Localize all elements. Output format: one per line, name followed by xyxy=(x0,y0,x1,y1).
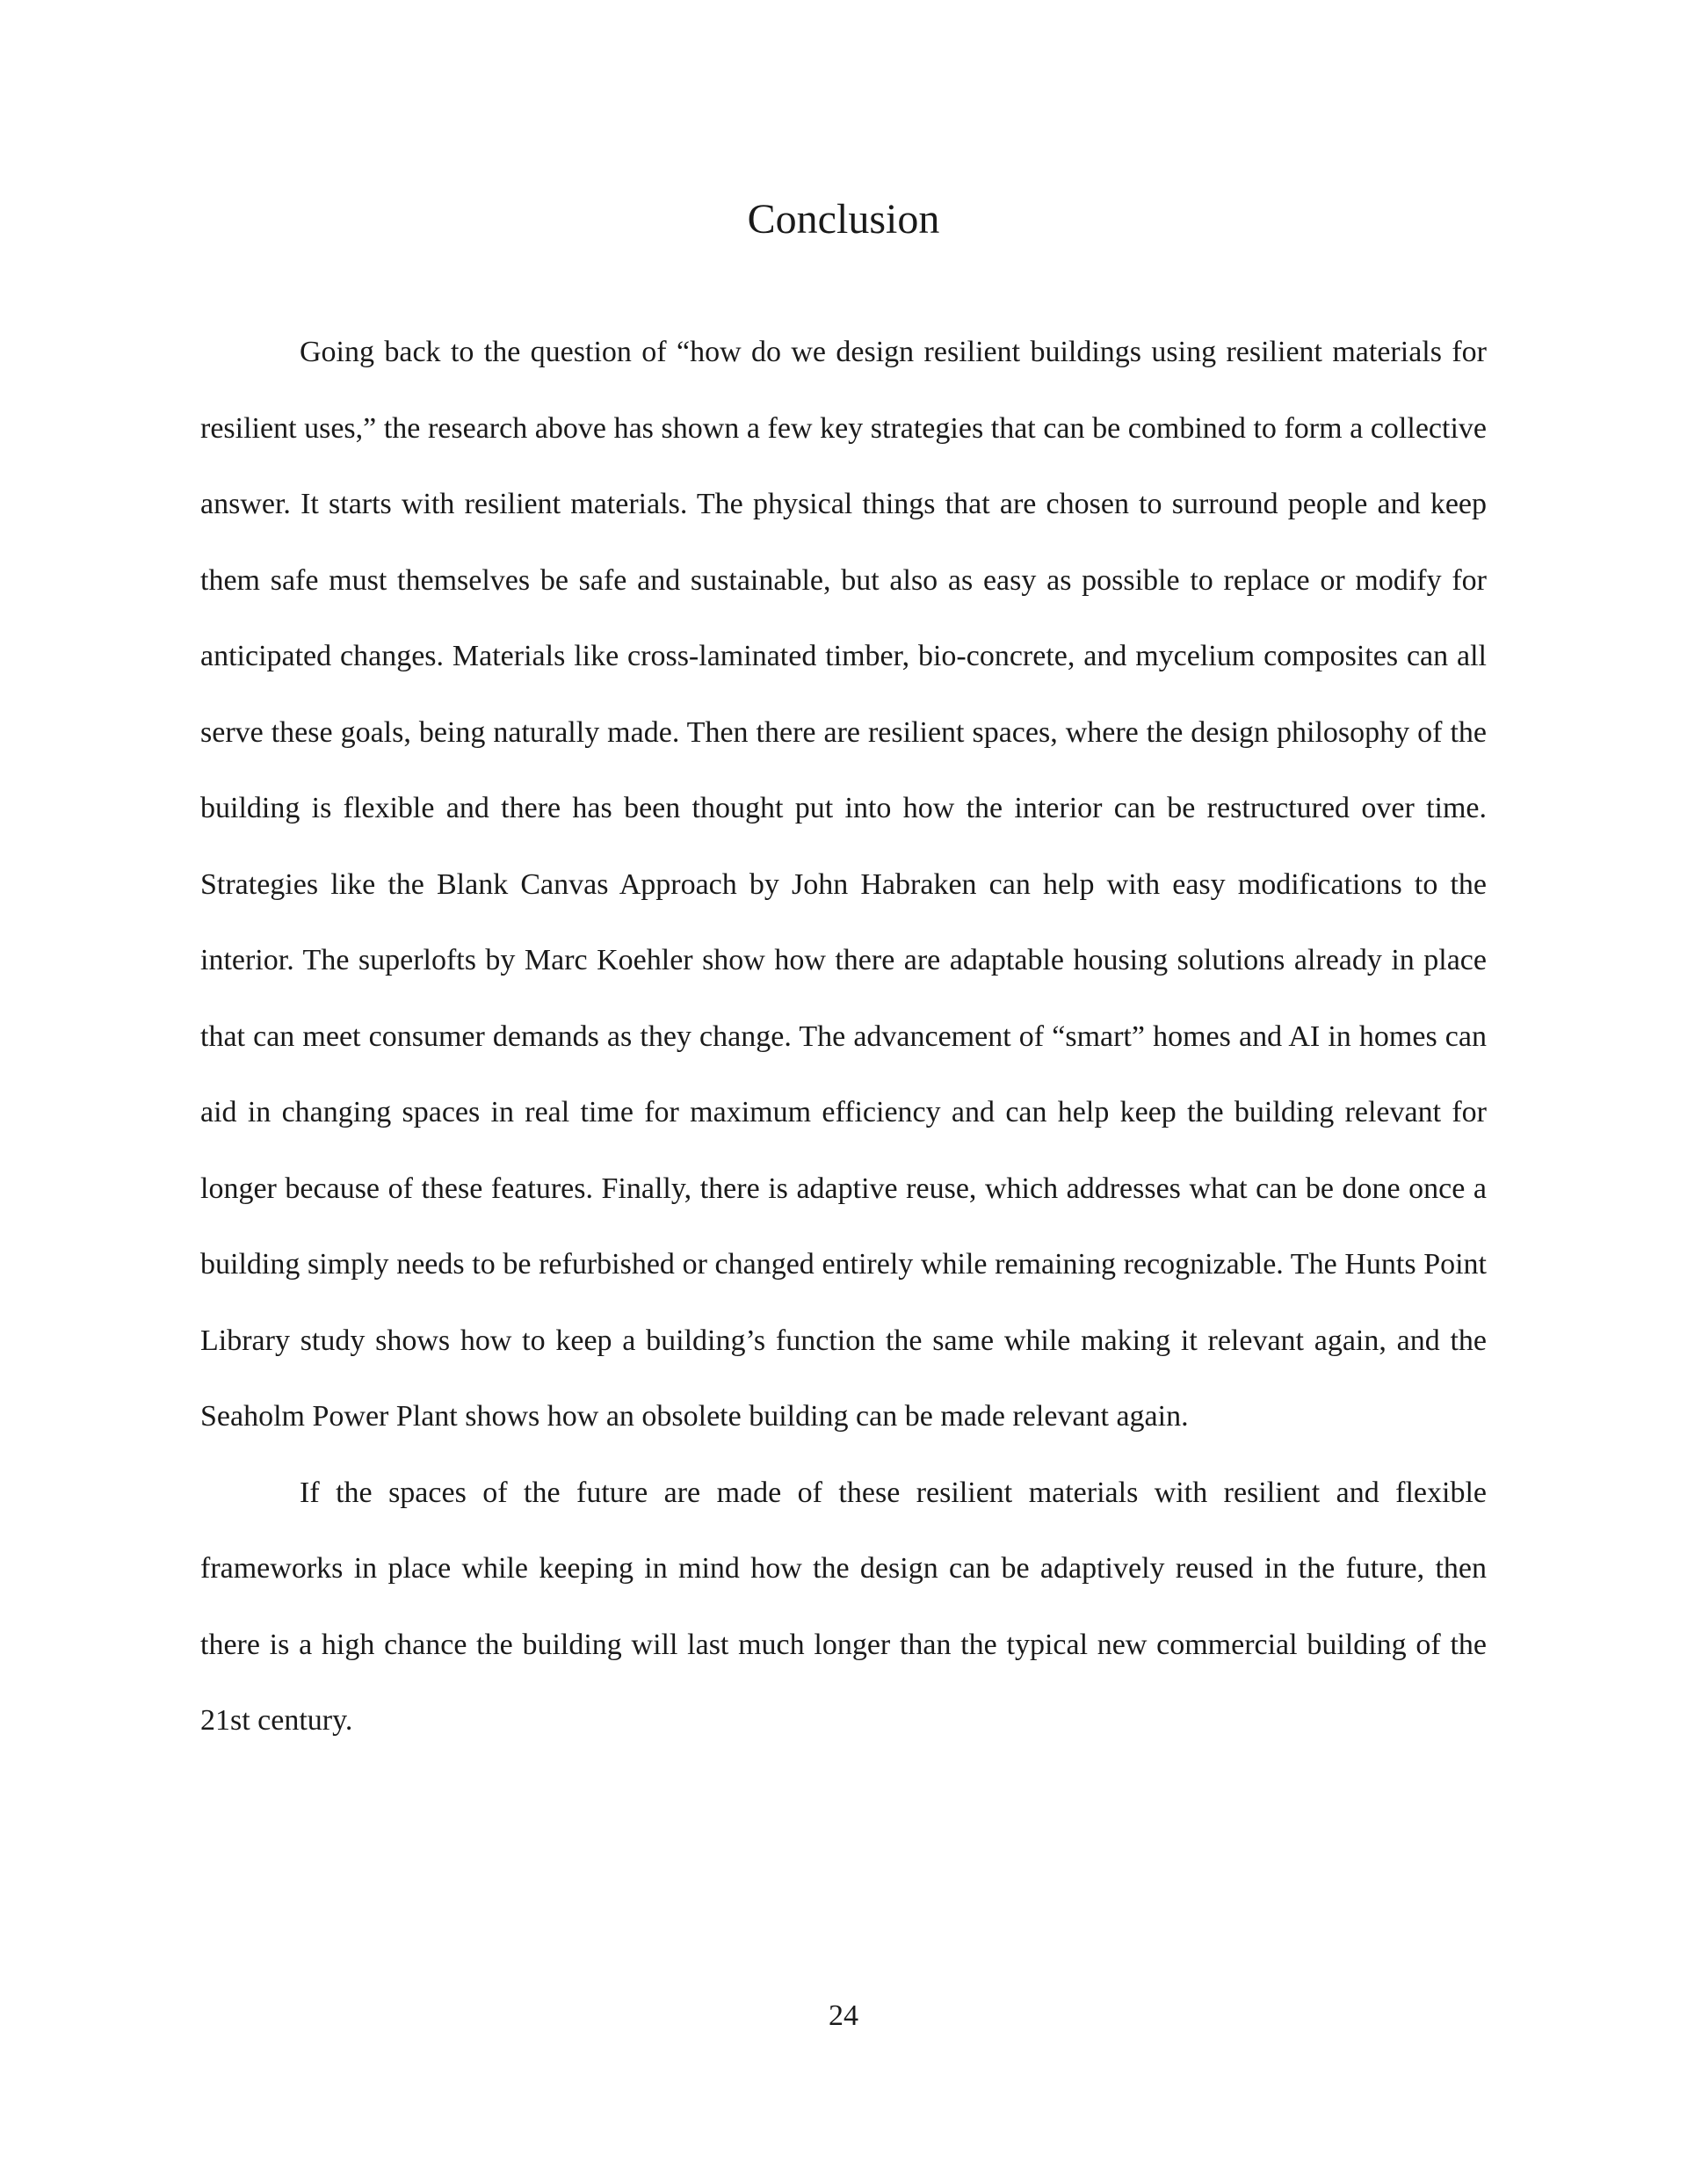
page-number: 24 xyxy=(829,1999,858,2032)
page-title: Conclusion xyxy=(747,196,940,243)
body-text xyxy=(200,315,1487,1760)
paragraph-1: Going back to the question of “how do we design resilient buildings using resilient materials for resilient uses,” the research above has shown a few key strategies that can be combined to form a collective answer. It starts with resilient materials. The physical things that are chosen to surround people and keep them safe must themselves be safe and sustainable, but also as easy as possible to replace or modify for anticipated changes. Materials like cross-laminated timber, bio-concrete, and mycelium composites can all serve these goals, being naturally made. Then there are resilient spaces, where the design philosophy of the building is flexible and there has been thought put into how the interior can be restructured over time. Strategies like the Blank Canvas Approach by John Habraken can help with easy modifications to the interior. The superlofts by Marc Koehler show how there are adaptable housing solutions already in place that can meet consumer demands as they change. The advancement of “smart” homes and AI in homes can aid in changing spaces in real time for maximum efficiency and can help keep the building relevant for longer because of these features. Finally, there is adaptive reuse, which addresses what can be done once a building simply needs to be refurbished or changed entirely while remaining recognizable. The Hunts Point Library study shows how to keep a building’s function the same while making it relevant again, and the Seaholm Power Plant shows how an obsolete building can be made relevant again. xyxy=(200,336,1487,1433)
paragraph-2: If the spaces of the future are made of these resilient materials with resilient and flexible frameworks in place while keeping in mind how the design can be adaptively reused in the future, then there is a high chance the building will last much longer than the typical new commercial building of the 21st century. xyxy=(200,1476,1487,1737)
